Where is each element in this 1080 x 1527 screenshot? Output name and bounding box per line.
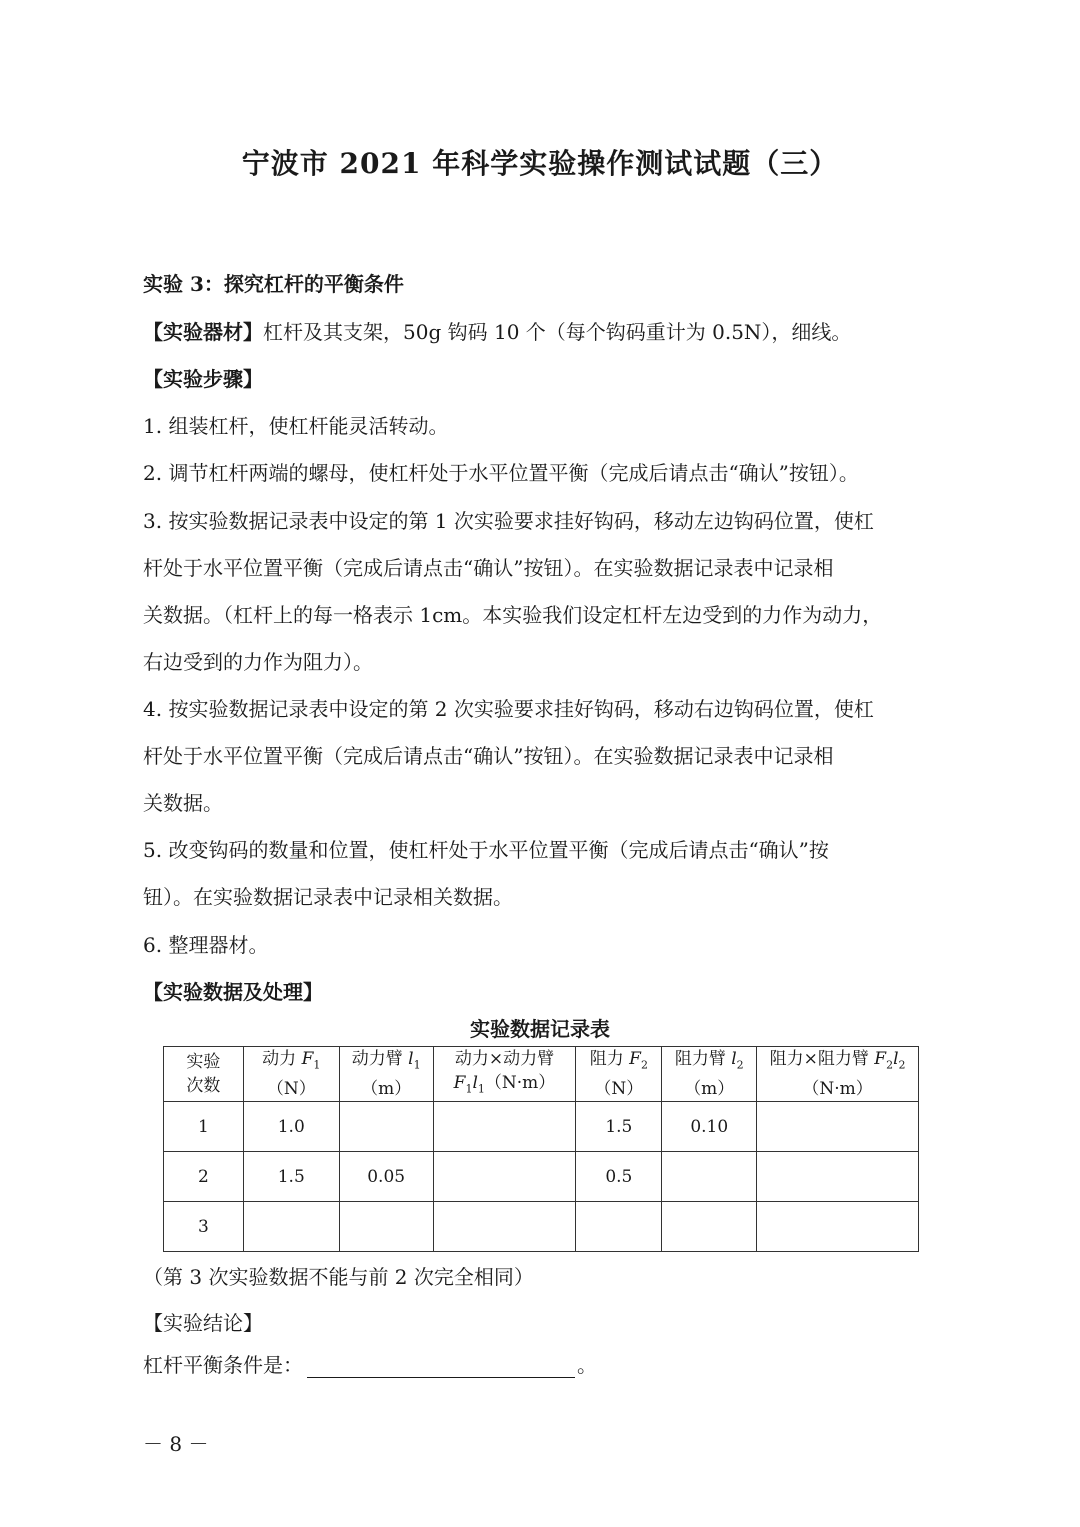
table-row (164, 1202, 919, 1252)
table-title: 实验数据记录表 (470, 1017, 610, 1041)
table-cell: 1 (164, 1102, 244, 1152)
header-effort-arm: 动力臂 $l_1$ （m） (339, 1047, 433, 1102)
header-trial: 实验 次数 (164, 1047, 244, 1102)
table-cell[interactable] (662, 1152, 757, 1202)
table-cell: 0.05 (339, 1152, 433, 1202)
step-line: 杆处于水平位置平衡（完成后请点击“确认”按钮）。在实验数据记录表中记录相 (143, 744, 834, 768)
table-cell[interactable] (433, 1102, 576, 1152)
table-cell[interactable] (339, 1202, 433, 1252)
table-cell[interactable] (243, 1202, 339, 1252)
table-cell: 1.5 (576, 1102, 662, 1152)
step-line: 1. 组装杠杆，使杠杆能灵活转动。 (143, 414, 449, 438)
table-cell[interactable] (433, 1152, 576, 1202)
step-line: 关数据。 (143, 791, 223, 815)
table-cell[interactable] (576, 1202, 662, 1252)
table-header-row (164, 1047, 919, 1102)
table-row (164, 1102, 919, 1152)
step-line: 钮）。在实验数据记录表中记录相关数据。 (143, 885, 513, 909)
table-cell: 0.10 (662, 1102, 757, 1152)
equipment-paragraph (143, 316, 851, 345)
conclusion-label: 【实验结论】 (143, 1311, 263, 1335)
header-load-arm: 阻力臂 $l_2$ （m） (662, 1047, 757, 1102)
table-cell: 3 (164, 1202, 244, 1252)
equipment-text: 杠杆及其支架，50g 钩码 10 个（每个钩码重计为 0.5N），细线。 (263, 320, 852, 344)
step-line: 2. 调节杠杆两端的螺母，使杠杆处于水平位置平衡（完成后请点击“确认”按钮）。 (143, 461, 859, 485)
table-cell[interactable] (757, 1102, 919, 1152)
table-cell: 0.5 (576, 1152, 662, 1202)
table-cell: 1.0 (243, 1102, 339, 1152)
table-note: （第 3 次实验数据不能与前 2 次完全相同） (143, 1265, 534, 1289)
table-cell: 1.5 (243, 1152, 339, 1202)
data-section-label: 【实验数据及处理】 (143, 980, 323, 1004)
table-cell[interactable] (757, 1202, 919, 1252)
step-line: 右边受到的力作为阻力）。 (143, 650, 373, 674)
conclusion-suffix: 。 (577, 1353, 597, 1377)
table-cell[interactable] (757, 1152, 919, 1202)
table-cell: 2 (164, 1152, 244, 1202)
table-cell[interactable] (433, 1202, 576, 1252)
conclusion-line (143, 1349, 597, 1378)
header-effort: 动力 $F_1$ （N） (243, 1047, 339, 1102)
header-load: 阻力 $F_2$ （N） (576, 1047, 662, 1102)
table-cell[interactable] (662, 1202, 757, 1252)
step-line: 5. 改变钩码的数量和位置，使杠杆处于水平位置平衡（完成后请点击“确认”按 (143, 838, 829, 862)
conclusion-answer-blank[interactable] (307, 1355, 575, 1378)
step-line: 4. 按实验数据记录表中设定的第 2 次实验要求挂好钩码，移动右边钩码位置，使杠 (143, 697, 874, 721)
table-cell[interactable] (339, 1102, 433, 1152)
steps-label: 【实验步骤】 (143, 367, 263, 391)
page-title: 宁波市 2021 年科学实验操作测试试题（三） (241, 147, 839, 180)
header-effort-moment: 动力×动力臂 $F_1l_1(N\cdot m)$ (433, 1047, 576, 1102)
data-table (163, 1046, 919, 1252)
experiment-heading: 实验 3：探究杠杆的平衡条件 (143, 272, 404, 296)
table-row (164, 1152, 919, 1202)
step-line: 杆处于水平位置平衡（完成后请点击“确认”按钮）。在实验数据记录表中记录相 (143, 556, 834, 580)
step-line: 6. 整理器材。 (143, 933, 269, 957)
step-line: 关数据。（杠杆上的每一格表示 1cm。本实验我们设定杠杆左边受到的力作为动力， (143, 603, 883, 627)
header-load-moment: 阻力×阻力臂 $F_2l_2$ （N·m） (757, 1047, 919, 1102)
conclusion-prefix: 杠杆平衡条件是： (143, 1353, 303, 1377)
equipment-label: 【实验器材】 (143, 320, 263, 344)
step-line: 3. 按实验数据记录表中设定的第 1 次实验要求挂好钩码，移动左边钩码位置，使杠 (143, 509, 874, 533)
page-number: － 8 － (143, 1432, 209, 1456)
